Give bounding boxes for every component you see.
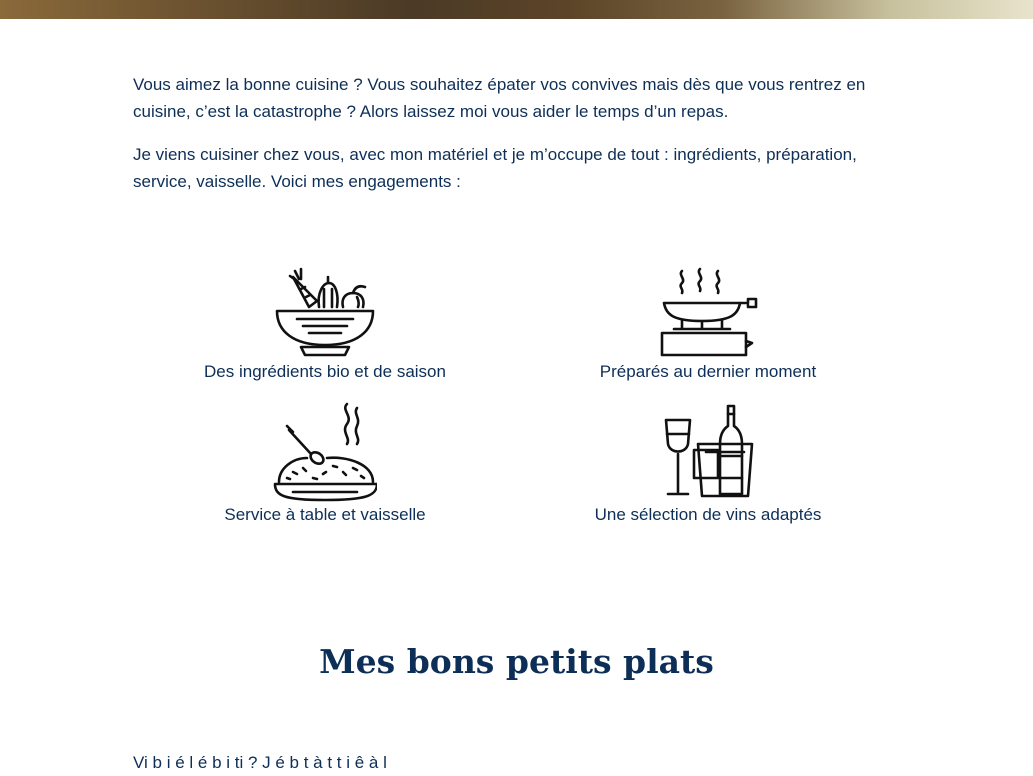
intro-paragraph-2: Je viens cuisiner chez vous, avec mon matériel et je m’occupe de tout : ingrédients, préparation, service, vaisselle. Voici mes engagements :	[133, 145, 857, 191]
intro-paragraph-1: Vous aimez la bonne cuisine ? Vous souhaitez épater vos convives mais dès que vous rentrez en cuisine, c’est la catastrophe ? Alors laissez moi vous aider le temps d’un repas.	[133, 75, 866, 121]
feature-label: Préparés au dernier moment	[599, 362, 817, 381]
wine-icon	[656, 402, 760, 502]
served-dish-icon	[273, 402, 377, 502]
next-paragraph-partial: Vi b i é l é b i ti ? J é b t à t t i ê à l	[133, 753, 387, 772]
vegetable-bowl-icon	[273, 259, 377, 359]
feature-organic-ingredients	[175, 259, 475, 383]
cooking-pan-icon	[656, 259, 760, 359]
feature-wine-selection	[558, 402, 858, 526]
content-card	[0, 19, 1033, 772]
intro-text	[133, 71, 913, 211]
feature-table-service	[175, 402, 475, 526]
hero-image-strip	[0, 0, 1033, 19]
feature-label: Service à table et vaisselle	[224, 505, 426, 524]
feature-label: Des ingrédients bio et de saison	[204, 362, 446, 381]
feature-last-minute	[558, 259, 858, 383]
section-title: Mes bons petits plats	[319, 642, 714, 681]
feature-label: Une sélection de vins adaptés	[594, 505, 822, 524]
